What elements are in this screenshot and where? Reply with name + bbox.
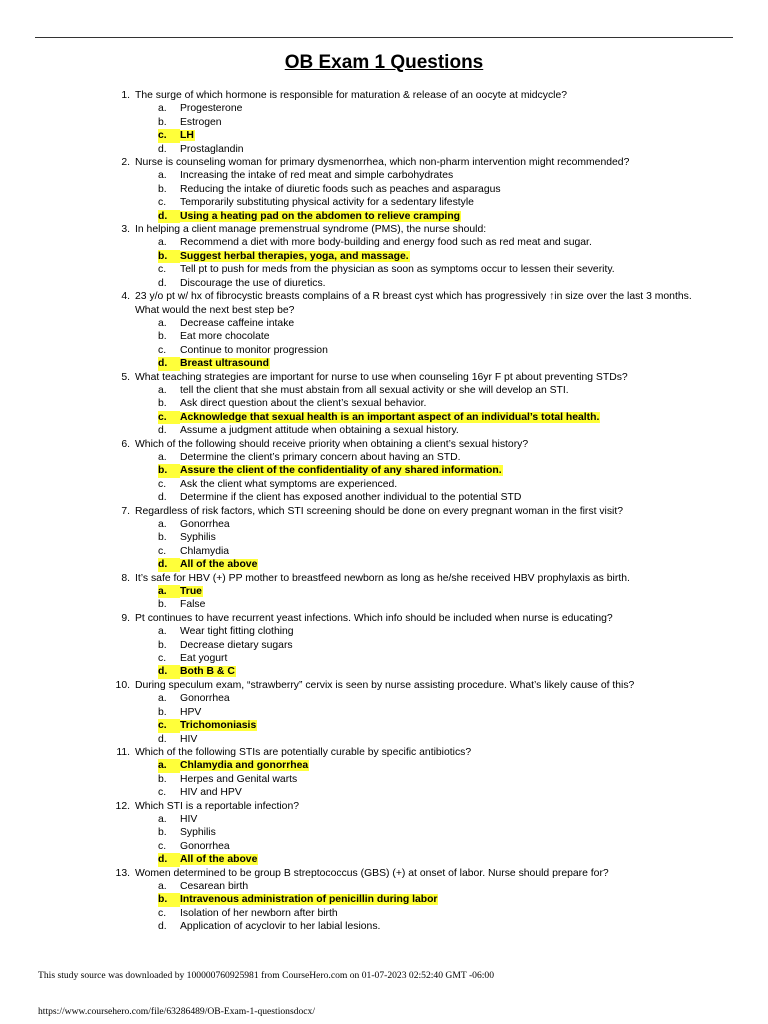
option-letter: a.: [158, 880, 167, 892]
question-number: 12.: [115, 800, 130, 812]
answer-option: [135, 451, 698, 464]
option-letter: c.: [158, 197, 167, 209]
answer-option: [135, 733, 698, 746]
answer-options: [135, 102, 698, 156]
answer-option: [135, 545, 698, 558]
option-text: HIV: [180, 733, 198, 745]
answer-option: [135, 518, 698, 531]
question-text: In helping a client manage premenstrual syndrome (PMS), the nurse should:: [135, 224, 487, 236]
option-text: Estrogen: [180, 116, 222, 128]
option-letter: c.: [158, 787, 167, 799]
answer-option: [135, 183, 698, 196]
question-item: [108, 867, 698, 934]
answer-option-correct: [135, 585, 698, 598]
question-text: It’s safe for HBV (+) PP mother to breastfeed newborn as long as he/she received HBV prophylaxis as birth.: [135, 572, 630, 584]
option-letter: a.: [158, 237, 167, 249]
answer-options: [135, 880, 698, 934]
option-text: Decrease caffeine intake: [180, 317, 295, 329]
option-letter: b.: [158, 639, 167, 651]
option-text: Trichomoniasis: [180, 720, 257, 732]
question-item: [108, 612, 698, 679]
option-text: Decrease dietary sugars: [180, 639, 293, 651]
option-text: Eat more chocolate: [180, 331, 270, 343]
option-text: Acknowledge that sexual health is an important aspect of an individual’s total health.: [180, 411, 600, 423]
question-number: 2.: [121, 157, 130, 169]
question-number: 4.: [121, 291, 130, 303]
answer-option: [135, 143, 698, 156]
answer-option: [135, 880, 698, 893]
option-text: HPV: [180, 706, 202, 718]
option-letter: d.: [158, 143, 167, 155]
answer-options: [135, 384, 698, 438]
option-text: True: [180, 586, 202, 598]
answer-option: [135, 907, 698, 920]
option-letter: a.: [158, 626, 167, 638]
option-letter: c.: [158, 719, 180, 732]
answer-option: [135, 813, 698, 826]
answer-options: [135, 813, 698, 867]
footer-source-note: This study source was downloaded by 100000760925981 from CourseHero.com on 01-07-2023 02:52:40 GMT -06:00: [38, 970, 495, 981]
option-text: Temporarily substituting physical activity for a sedentary lifestyle: [180, 197, 474, 209]
question-item: [108, 290, 698, 370]
question-number: 13.: [115, 867, 130, 879]
option-letter: c.: [158, 411, 180, 424]
question-number: 5.: [121, 371, 130, 383]
answer-option: [135, 330, 698, 343]
question-item: [108, 371, 698, 438]
answer-option-correct: [135, 853, 698, 866]
option-letter: d.: [158, 425, 167, 437]
question-item: [108, 505, 698, 572]
question-text: Nurse is counseling woman for primary dysmenorrhea, which non-pharm intervention might recommended?: [135, 157, 630, 169]
question-number: 3.: [121, 224, 130, 236]
question-text: 23 y/o pt w/ hx of fibrocystic breasts complains of a R breast cyst which has progressively ↑in size over the last 3 months. What would the next best step be?: [135, 291, 692, 316]
answer-option: [135, 531, 698, 544]
answer-option: [135, 478, 698, 491]
option-text: Ask direct question about the client’s sexual behavior.: [180, 398, 427, 410]
question-text: During speculum exam, “strawberry” cervix is seen by nurse assisting procedure. What’s likely cause of this?: [135, 679, 635, 691]
option-text: Chlamydia: [180, 545, 230, 557]
answer-options: [135, 692, 698, 746]
option-letter: b.: [158, 398, 167, 410]
option-text: Gonorrhea: [180, 693, 230, 705]
option-text: Using a heating pad on the abdomen to relieve cramping: [180, 210, 461, 222]
question-text: Women determined to be group B streptococcus (GBS) (+) at onset of labor. Nurse should prepare for?: [135, 867, 609, 879]
option-text: Chlamydia and gonorrhea: [180, 760, 309, 772]
answer-options: [135, 625, 698, 679]
answer-option: [135, 706, 698, 719]
option-text: LH: [180, 130, 194, 142]
question-item: [108, 800, 698, 867]
option-letter: c.: [158, 653, 167, 665]
option-text: Increasing the intake of red meat and simple carbohydrates: [180, 170, 454, 182]
answer-options: [135, 317, 698, 371]
question-list: [108, 89, 698, 934]
question-item: [108, 89, 698, 156]
answer-option-correct: [135, 210, 698, 223]
option-letter: b.: [158, 827, 167, 839]
option-letter: d.: [158, 665, 180, 678]
answer-option-correct: [135, 464, 698, 477]
option-letter: a.: [158, 519, 167, 530]
option-text: Recommend a diet with more body-building and energy food such as red meat and sugar.: [180, 237, 592, 249]
option-text: Eat yogurt: [180, 653, 228, 665]
option-text: Assure the client of the confidentiality of any shared information.: [180, 465, 502, 477]
option-letter: c.: [158, 907, 167, 919]
answer-option-correct: [135, 893, 698, 906]
answer-option-correct: [135, 759, 698, 772]
answer-option: [135, 397, 698, 410]
option-text: Both B & C: [180, 666, 235, 678]
option-text: Intravenous administration of penicillin during labor: [180, 894, 438, 906]
option-text: Syphilis: [180, 827, 216, 839]
option-letter: d.: [158, 921, 167, 933]
answer-option: [135, 639, 698, 652]
option-letter: b.: [158, 464, 180, 477]
question-text: Which of the following should receive priority when obtaining a client’s sexual history?: [135, 438, 529, 450]
answer-option: [135, 826, 698, 839]
option-letter: b.: [158, 331, 167, 343]
page-title: OB Exam 1 Questions: [284, 52, 484, 73]
option-letter: a.: [158, 759, 180, 772]
option-letter: d.: [158, 558, 180, 571]
option-text: Prostaglandin: [180, 143, 244, 155]
option-letter: b.: [158, 599, 167, 611]
question-text: What teaching strategies are important for nurse to use when counseling 16yr F pt about preventing STDs?: [135, 371, 628, 383]
question-number: 8.: [121, 572, 130, 584]
answer-option: [135, 116, 698, 129]
option-text: Cesarean birth: [180, 880, 249, 892]
option-letter: a.: [158, 103, 167, 115]
answer-options: [135, 451, 698, 505]
answer-option: [135, 196, 698, 209]
answer-option: [135, 840, 698, 853]
question-text: The surge of which hormone is responsible for maturation & release of an oocyte at midcycle?: [135, 90, 568, 101]
answer-options: [135, 585, 698, 612]
question-text: Which of the following STIs are potentially curable by specific antibiotics?: [135, 746, 472, 758]
question-item: [108, 746, 698, 800]
option-text: Progesterone: [180, 103, 243, 115]
question-number: 10.: [115, 679, 130, 691]
answer-option-correct: [135, 558, 698, 571]
option-letter: b.: [158, 116, 167, 128]
option-text: All of the above: [180, 559, 258, 571]
option-text: All of the above: [180, 854, 258, 866]
answer-option: [135, 598, 698, 611]
option-letter: b.: [158, 250, 180, 263]
option-letter: b.: [158, 183, 167, 195]
answer-option: [135, 344, 698, 357]
option-text: Suggest herbal therapies, yoga, and massage.: [180, 250, 409, 262]
top-rule: [35, 37, 733, 38]
option-text: Wear tight fitting clothing: [180, 626, 294, 638]
answer-option: [135, 491, 698, 504]
answer-option: [135, 652, 698, 665]
option-text: HIV and HPV: [180, 787, 242, 799]
option-letter: d.: [158, 492, 167, 504]
answer-option: [135, 277, 698, 290]
footer-url[interactable]: https://www.coursehero.com/file/63286489/OB-Exam-1-questionsdocx/: [38, 1006, 316, 1017]
option-text: Discourage the use of diuretics.: [180, 277, 326, 289]
option-letter: c.: [158, 344, 167, 356]
option-letter: b.: [158, 532, 167, 544]
option-text: Herpes and Genital warts: [180, 773, 298, 785]
option-text: Continue to monitor progression: [180, 344, 328, 356]
question-number: 11.: [116, 746, 130, 758]
option-text: Gonorrhea: [180, 840, 230, 852]
option-letter: c.: [158, 545, 167, 557]
option-text: Tell pt to push for meds from the physician as soon as symptoms occur to lessen their severity.: [180, 264, 615, 276]
option-text: Isolation of her newborn after birth: [180, 907, 338, 919]
answer-option-correct: [135, 357, 698, 370]
answer-options: [135, 518, 698, 572]
answer-option: [135, 102, 698, 115]
question-number: 9.: [121, 612, 130, 624]
option-letter: a.: [158, 451, 167, 463]
option-text: Breast ultrasound: [180, 358, 269, 370]
option-letter: b.: [158, 773, 167, 785]
question-item: [108, 572, 698, 612]
answer-option: [135, 169, 698, 182]
option-text: HIV: [180, 813, 198, 825]
question-item: [108, 156, 698, 223]
option-letter: a.: [158, 813, 167, 825]
option-letter: d.: [158, 210, 180, 223]
question-item: [108, 223, 698, 290]
answer-option: [135, 786, 698, 799]
answer-option: [135, 692, 698, 705]
option-text: Assume a judgment attitude when obtaining a sexual history.: [180, 425, 459, 437]
answer-option: [135, 920, 698, 933]
answer-options: [135, 236, 698, 290]
option-letter: d.: [158, 733, 167, 745]
answer-option-correct: [135, 129, 698, 142]
option-letter: c.: [158, 264, 167, 276]
option-text: Syphilis: [180, 532, 216, 544]
question-text: Pt continues to have recurrent yeast infections. Which info should be included when nurse is educating?: [135, 612, 613, 624]
option-text: Reducing the intake of diuretic foods such as peaches and asparagus: [180, 183, 501, 195]
option-text: Determine the client’s primary concern about having an STD.: [180, 451, 461, 463]
answer-option: [135, 236, 698, 249]
answer-options: [135, 169, 698, 223]
answer-option-correct: [135, 665, 698, 678]
option-letter: d.: [158, 853, 180, 866]
option-letter: c.: [158, 478, 167, 490]
option-letter: c.: [158, 129, 180, 142]
option-text: tell the client that she must abstain from all sexual activity or she will develop an STI.: [180, 384, 569, 396]
answer-options: [135, 759, 698, 799]
option-letter: a.: [158, 170, 167, 182]
answer-option: [135, 384, 698, 397]
question-text: Which STI is a reportable infection?: [135, 800, 300, 812]
answer-option: [135, 625, 698, 638]
option-text: Determine if the client has exposed another individual to the potential STD: [180, 492, 522, 504]
answer-option-correct: [135, 719, 698, 732]
option-text: Ask the client what symptoms are experienced.: [180, 478, 398, 490]
option-text: Gonorrhea: [180, 519, 230, 530]
option-letter: a.: [158, 384, 167, 396]
question-item: [108, 679, 698, 746]
answer-option-correct: [135, 250, 698, 263]
option-letter: c.: [158, 840, 167, 852]
option-letter: d.: [158, 357, 180, 370]
option-text: Application of acyclovir to her labial lesions.: [180, 921, 381, 933]
answer-option: [135, 263, 698, 276]
answer-option: [135, 317, 698, 330]
option-text: False: [180, 599, 206, 611]
question-number: 1.: [121, 90, 130, 101]
option-letter: b.: [158, 893, 180, 906]
answer-option: [135, 424, 698, 437]
question-item: [108, 438, 698, 505]
option-letter: a.: [158, 585, 180, 598]
option-letter: a.: [158, 693, 167, 705]
option-letter: b.: [158, 706, 167, 718]
answer-option-correct: [135, 411, 698, 424]
question-text: Regardless of risk factors, which STI screening should be done on every pregnant woman in the first visit?: [135, 505, 624, 517]
question-number: 7.: [121, 505, 130, 517]
option-letter: d.: [158, 277, 167, 289]
option-letter: a.: [158, 317, 167, 329]
answer-option: [135, 773, 698, 786]
question-number: 6.: [121, 438, 130, 450]
